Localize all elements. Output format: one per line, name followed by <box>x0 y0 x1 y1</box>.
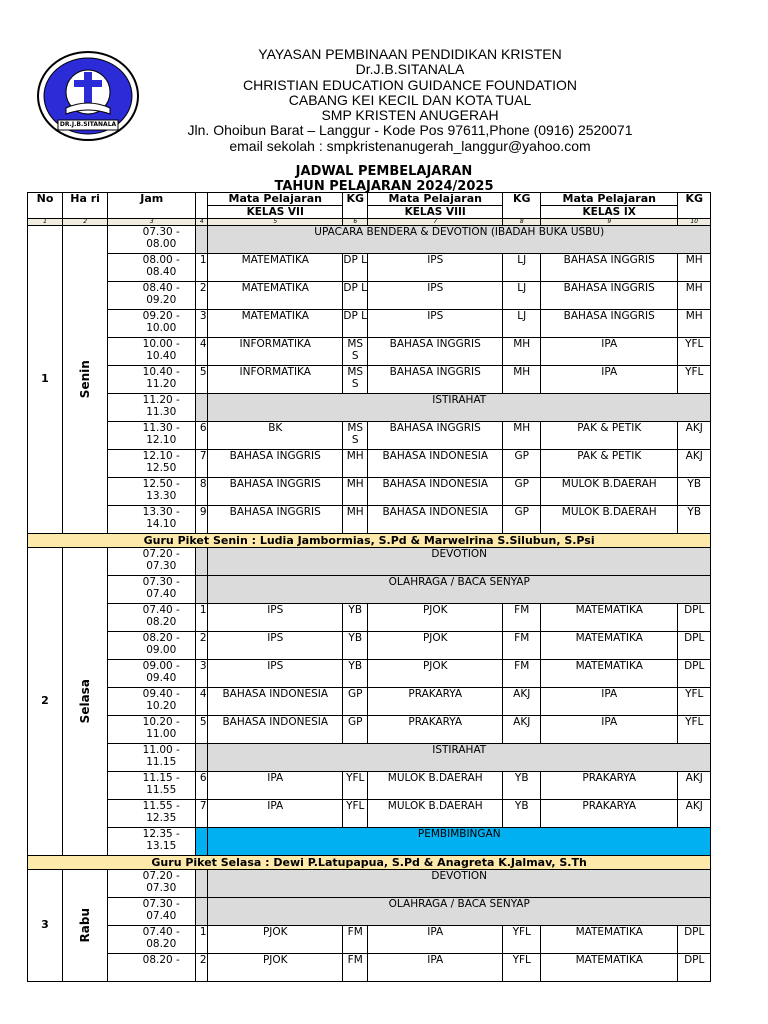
day-name: Rabu <box>77 907 92 943</box>
foundation-logo <box>36 50 140 142</box>
teacher-code: DPL <box>678 926 711 954</box>
time-slot: 08.40 - 09.20 <box>108 282 196 310</box>
teacher-code: YFL <box>678 688 711 716</box>
period-number <box>196 744 208 772</box>
col-kg-viii: KG <box>503 193 541 219</box>
subject: IPS <box>208 604 343 632</box>
col-no: No <box>28 193 63 219</box>
subject: BAHASA INDONESIA <box>208 716 343 744</box>
duty-teacher-row <box>28 534 711 548</box>
period-number: 7 <box>196 800 208 828</box>
period-number: 1 <box>196 604 208 632</box>
teacher-code: YFL <box>678 716 711 744</box>
class-viii: KELAS VIII <box>368 206 503 219</box>
letterhead-line: YAYASAN PEMBINAAN PENDIDIKAN KRISTEN <box>258 46 562 62</box>
column-number: 3 <box>108 219 196 226</box>
document-title <box>0 165 768 194</box>
time-slot: 07.40 - 08.20 <box>108 926 196 954</box>
teacher-code: GP <box>503 450 541 478</box>
subject: MULOK B.DAERAH <box>541 506 678 534</box>
period-number <box>196 870 208 898</box>
teacher-code: GP <box>503 478 541 506</box>
schedule-table <box>27 192 711 982</box>
time-slot: 08.20 - <box>108 954 196 982</box>
schedule-row <box>28 744 711 772</box>
time-slot: 09.40 - 10.20 <box>108 688 196 716</box>
class-vii: KELAS VII <box>208 206 343 219</box>
subject: BAHASA INGGRIS <box>368 422 503 450</box>
teacher-code: AKJ <box>503 716 541 744</box>
teacher-code: YB <box>503 800 541 828</box>
time-slot: 08.00 - 08.40 <box>108 254 196 282</box>
letterhead-line: email sekolah : smpkristenanugerah_langgur@yahoo.com <box>229 137 591 154</box>
subject: BAHASA INGGRIS <box>208 506 343 534</box>
time-slot: 12.35 - 13.15 <box>108 828 196 856</box>
subject: IPS <box>368 282 503 310</box>
day-name: Senin <box>77 360 92 398</box>
schedule-row <box>28 254 711 282</box>
schedule-row <box>28 604 711 632</box>
teacher-code: MH <box>678 254 711 282</box>
subject: PJOK <box>368 660 503 688</box>
teacher-code: DP L <box>343 282 368 310</box>
period-number: 2 <box>196 632 208 660</box>
subject: PJOK <box>208 926 343 954</box>
teacher-code: YB <box>678 478 711 506</box>
column-number: 5 <box>208 219 343 226</box>
column-number: 8 <box>503 219 541 226</box>
teacher-code: YFL <box>343 800 368 828</box>
day-name-cell <box>63 548 108 856</box>
duty-teacher-row <box>28 856 711 870</box>
period-number: 4 <box>196 688 208 716</box>
period-number <box>196 548 208 576</box>
col-kg-ix: KG <box>678 193 711 219</box>
period-number: 6 <box>196 772 208 800</box>
subject: MATEMATIKA <box>208 310 343 338</box>
title-line-1: JADWAL PEMBELAJARAN <box>295 164 473 179</box>
period-number: 1 <box>196 254 208 282</box>
teacher-code: MS S <box>343 366 368 394</box>
period-number: 4 <box>196 338 208 366</box>
subject: BAHASA INGGRIS <box>208 450 343 478</box>
teacher-code: YB <box>503 772 541 800</box>
teacher-code: YB <box>343 632 368 660</box>
subject: MATEMATIKA <box>208 282 343 310</box>
subject: BAHASA INDONESIA <box>368 478 503 506</box>
schedule-row <box>28 576 711 604</box>
subject: IPA <box>541 338 678 366</box>
teacher-code: AKJ <box>678 422 711 450</box>
teacher-code: DP L <box>343 310 368 338</box>
schedule-row <box>28 226 711 254</box>
schedule-row <box>28 688 711 716</box>
time-slot: 11.55 - 12.35 <box>108 800 196 828</box>
schedule-row <box>28 772 711 800</box>
time-slot: 07.30 - 07.40 <box>108 898 196 926</box>
subject: IPS <box>208 632 343 660</box>
schedule-row <box>28 800 711 828</box>
subject: MULOK B.DAERAH <box>368 772 503 800</box>
subject: INFORMATIKA <box>208 338 343 366</box>
schedule-row <box>28 450 711 478</box>
activity-span: PEMBIMBINGAN <box>208 828 711 856</box>
schedule-row <box>28 898 711 926</box>
col-mapel-ix: Mata Pelajaran <box>541 193 678 206</box>
schedule-row <box>28 338 711 366</box>
subject: BK <box>208 422 343 450</box>
time-slot: 07.40 - 08.20 <box>108 604 196 632</box>
subject: BAHASA INGGRIS <box>541 282 678 310</box>
teacher-code: MH <box>343 450 368 478</box>
teacher-code: DP L <box>343 254 368 282</box>
schedule-row <box>28 632 711 660</box>
activity-span: OLAHRAGA / BACA SENYAP <box>208 898 711 926</box>
column-number: 9 <box>541 219 678 226</box>
subject: PJOK <box>208 954 343 982</box>
subject: IPA <box>541 366 678 394</box>
period-number: 8 <box>196 478 208 506</box>
activity-span: ISTIRAHAT <box>208 394 711 422</box>
schedule-body <box>28 226 711 982</box>
teacher-code: AKJ <box>678 772 711 800</box>
teacher-code: FM <box>343 954 368 982</box>
time-slot: 11.20 - 11.30 <box>108 394 196 422</box>
period-number: 5 <box>196 716 208 744</box>
subject: IPS <box>368 310 503 338</box>
schedule-row <box>28 282 711 310</box>
subject: PAK & PETIK <box>541 450 678 478</box>
logo-text: DR.J.B.SITANALA <box>59 121 117 128</box>
teacher-code: YFL <box>343 772 368 800</box>
subject: IPA <box>208 800 343 828</box>
column-number: 1 <box>28 219 63 226</box>
school-letterhead <box>140 47 680 154</box>
period-number: 3 <box>196 660 208 688</box>
activity-span: ISTIRAHAT <box>208 744 711 772</box>
subject: BAHASA INDONESIA <box>368 506 503 534</box>
teacher-code: YB <box>343 604 368 632</box>
duty-teachers: Guru Piket Selasa : Dewi P.Latupapua, S.Pd & Anagreta K.Jalmav, S.Th <box>28 856 711 870</box>
subject: IPA <box>368 926 503 954</box>
column-number-row <box>28 219 711 226</box>
subject: MATEMATIKA <box>208 254 343 282</box>
subject: MULOK B.DAERAH <box>541 478 678 506</box>
schedule-row <box>28 478 711 506</box>
col-hari: Ha ri <box>63 193 108 219</box>
column-number: 2 <box>63 219 108 226</box>
schedule-row <box>28 660 711 688</box>
schedule-row <box>28 548 711 576</box>
teacher-code: GP <box>503 506 541 534</box>
teacher-code: MH <box>343 478 368 506</box>
time-slot: 09.20 - 10.00 <box>108 310 196 338</box>
period-number: 7 <box>196 450 208 478</box>
teacher-code: MH <box>678 310 711 338</box>
teacher-code: MH <box>503 422 541 450</box>
teacher-code: LJ <box>503 282 541 310</box>
teacher-code: YFL <box>503 954 541 982</box>
period-number: 6 <box>196 422 208 450</box>
time-slot: 11.30 - 12.10 <box>108 422 196 450</box>
activity-span: OLAHRAGA / BACA SENYAP <box>208 576 711 604</box>
subject: PRAKARYA <box>541 772 678 800</box>
teacher-code: YFL <box>678 366 711 394</box>
subject: MATEMATIKA <box>541 660 678 688</box>
time-slot: 07.30 - 08.00 <box>108 226 196 254</box>
subject: BAHASA INGGRIS <box>208 478 343 506</box>
subject: MATEMATIKA <box>541 954 678 982</box>
schedule-row <box>28 954 711 982</box>
subject: IPS <box>208 660 343 688</box>
teacher-code: MH <box>503 338 541 366</box>
day-name-cell <box>63 870 108 982</box>
period-number <box>196 394 208 422</box>
schedule-row <box>28 828 711 856</box>
teacher-code: MS S <box>343 338 368 366</box>
schedule-row <box>28 366 711 394</box>
time-slot: 07.20 - 07.30 <box>108 870 196 898</box>
teacher-code: FM <box>343 926 368 954</box>
subject: PRAKARYA <box>368 688 503 716</box>
teacher-code: AKJ <box>503 688 541 716</box>
schedule-row <box>28 716 711 744</box>
subject: BAHASA INGGRIS <box>541 254 678 282</box>
subject: BAHASA INGGRIS <box>368 338 503 366</box>
letterhead-line: CABANG KEI KECIL DAN KOTA TUAL <box>288 91 532 108</box>
teacher-code: LJ <box>503 310 541 338</box>
teacher-code: FM <box>503 604 541 632</box>
letterhead-line: Jln. Ohoibun Barat – Langgur - Kode Pos 97611,Phone (0916) 2520071 <box>187 122 633 139</box>
subject: BAHASA INDONESIA <box>368 450 503 478</box>
time-slot: 13.30 - 14.10 <box>108 506 196 534</box>
subject: IPA <box>368 954 503 982</box>
teacher-code: LJ <box>503 254 541 282</box>
teacher-code: MH <box>503 366 541 394</box>
teacher-code: MH <box>678 282 711 310</box>
time-slot: 11.15 - 11.55 <box>108 772 196 800</box>
time-slot: 12.50 - 13.30 <box>108 478 196 506</box>
teacher-code: YB <box>343 660 368 688</box>
schedule-row <box>28 310 711 338</box>
teacher-code: AKJ <box>678 800 711 828</box>
subject: IPA <box>208 772 343 800</box>
teacher-code: GP <box>343 688 368 716</box>
schedule-row <box>28 422 711 450</box>
period-number: 1 <box>196 926 208 954</box>
column-number: 4 <box>196 219 208 226</box>
teacher-code: GP <box>343 716 368 744</box>
column-number: 7 <box>368 219 503 226</box>
time-slot: 10.20 - 11.00 <box>108 716 196 744</box>
teacher-code: YFL <box>678 338 711 366</box>
duty-teachers: Guru Piket Senin : Ludia Jambormias, S.Pd & Marwelrina S.Silubun, S.Psi <box>28 534 711 548</box>
col-kg-vii: KG <box>343 193 368 219</box>
subject: PRAKARYA <box>541 800 678 828</box>
subject: PJOK <box>368 604 503 632</box>
activity-span: DEVOTION <box>208 870 711 898</box>
teacher-code: YB <box>678 506 711 534</box>
period-number <box>196 898 208 926</box>
time-slot: 10.00 - 10.40 <box>108 338 196 366</box>
col-mapel-vii: Mata Pelajaran <box>208 193 343 206</box>
day-name: Selasa <box>77 678 92 724</box>
teacher-code: DPL <box>678 954 711 982</box>
subject: MULOK B.DAERAH <box>368 800 503 828</box>
subject: MATEMATIKA <box>541 926 678 954</box>
col-mapel-viii: Mata Pelajaran <box>368 193 503 206</box>
period-number <box>196 828 208 856</box>
day-name-cell <box>63 226 108 534</box>
activity-span: UPACARA BENDERA & DEVOTION (IBADAH BUKA USBU) <box>208 226 711 254</box>
period-number: 5 <box>196 366 208 394</box>
time-slot: 09.00 - 09.40 <box>108 660 196 688</box>
teacher-code: MH <box>343 506 368 534</box>
teacher-code: DPL <box>678 632 711 660</box>
day-number: 1 <box>28 226 63 534</box>
column-number: 6 <box>343 219 368 226</box>
teacher-code: AKJ <box>678 450 711 478</box>
time-slot: 12.10 - 12.50 <box>108 450 196 478</box>
teacher-code: FM <box>503 632 541 660</box>
period-number: 3 <box>196 310 208 338</box>
subject: IPS <box>368 254 503 282</box>
schedule-row <box>28 870 711 898</box>
schedule-row <box>28 394 711 422</box>
header-row <box>28 193 711 206</box>
subject: IPA <box>541 688 678 716</box>
subject: BAHASA INGGRIS <box>541 310 678 338</box>
teacher-code: DPL <box>678 660 711 688</box>
schedule-row <box>28 926 711 954</box>
subject: PAK & PETIK <box>541 422 678 450</box>
time-slot: 08.20 - 09.00 <box>108 632 196 660</box>
period-number <box>196 576 208 604</box>
teacher-code: MS S <box>343 422 368 450</box>
col-per <box>196 193 208 219</box>
subject: PRAKARYA <box>368 716 503 744</box>
title-line-2: TAHUN PELAJARAN 2024/2025 <box>274 178 494 194</box>
letterhead-line: Dr.J.B.SITANALA <box>355 61 465 78</box>
col-jam: Jam <box>108 193 196 219</box>
subject: BAHASA INDONESIA <box>208 688 343 716</box>
subject: IPA <box>541 716 678 744</box>
schedule-row <box>28 506 711 534</box>
subject: BAHASA INGGRIS <box>368 366 503 394</box>
subject: PJOK <box>368 632 503 660</box>
teacher-code: FM <box>503 660 541 688</box>
time-slot: 11.00 - 11.15 <box>108 744 196 772</box>
class-ix: KELAS IX <box>541 206 678 219</box>
subject: MATEMATIKA <box>541 632 678 660</box>
letterhead-line: SMP KRISTEN ANUGERAH <box>321 107 499 124</box>
activity-span: DEVOTION <box>208 548 711 576</box>
subject: MATEMATIKA <box>541 604 678 632</box>
day-number: 2 <box>28 548 63 856</box>
time-slot: 07.20 - 07.30 <box>108 548 196 576</box>
period-number <box>196 226 208 254</box>
teacher-code: DPL <box>678 604 711 632</box>
teacher-code: YFL <box>503 926 541 954</box>
period-number: 2 <box>196 282 208 310</box>
period-number: 9 <box>196 506 208 534</box>
letterhead-line: CHRISTIAN EDUCATION GUIDANCE FOUNDATION <box>243 76 577 93</box>
time-slot: 10.40 - 11.20 <box>108 366 196 394</box>
subject: INFORMATIKA <box>208 366 343 394</box>
column-number: 10 <box>678 219 711 226</box>
day-number: 3 <box>28 870 63 982</box>
time-slot: 07.30 - 07.40 <box>108 576 196 604</box>
period-number: 2 <box>196 954 208 982</box>
